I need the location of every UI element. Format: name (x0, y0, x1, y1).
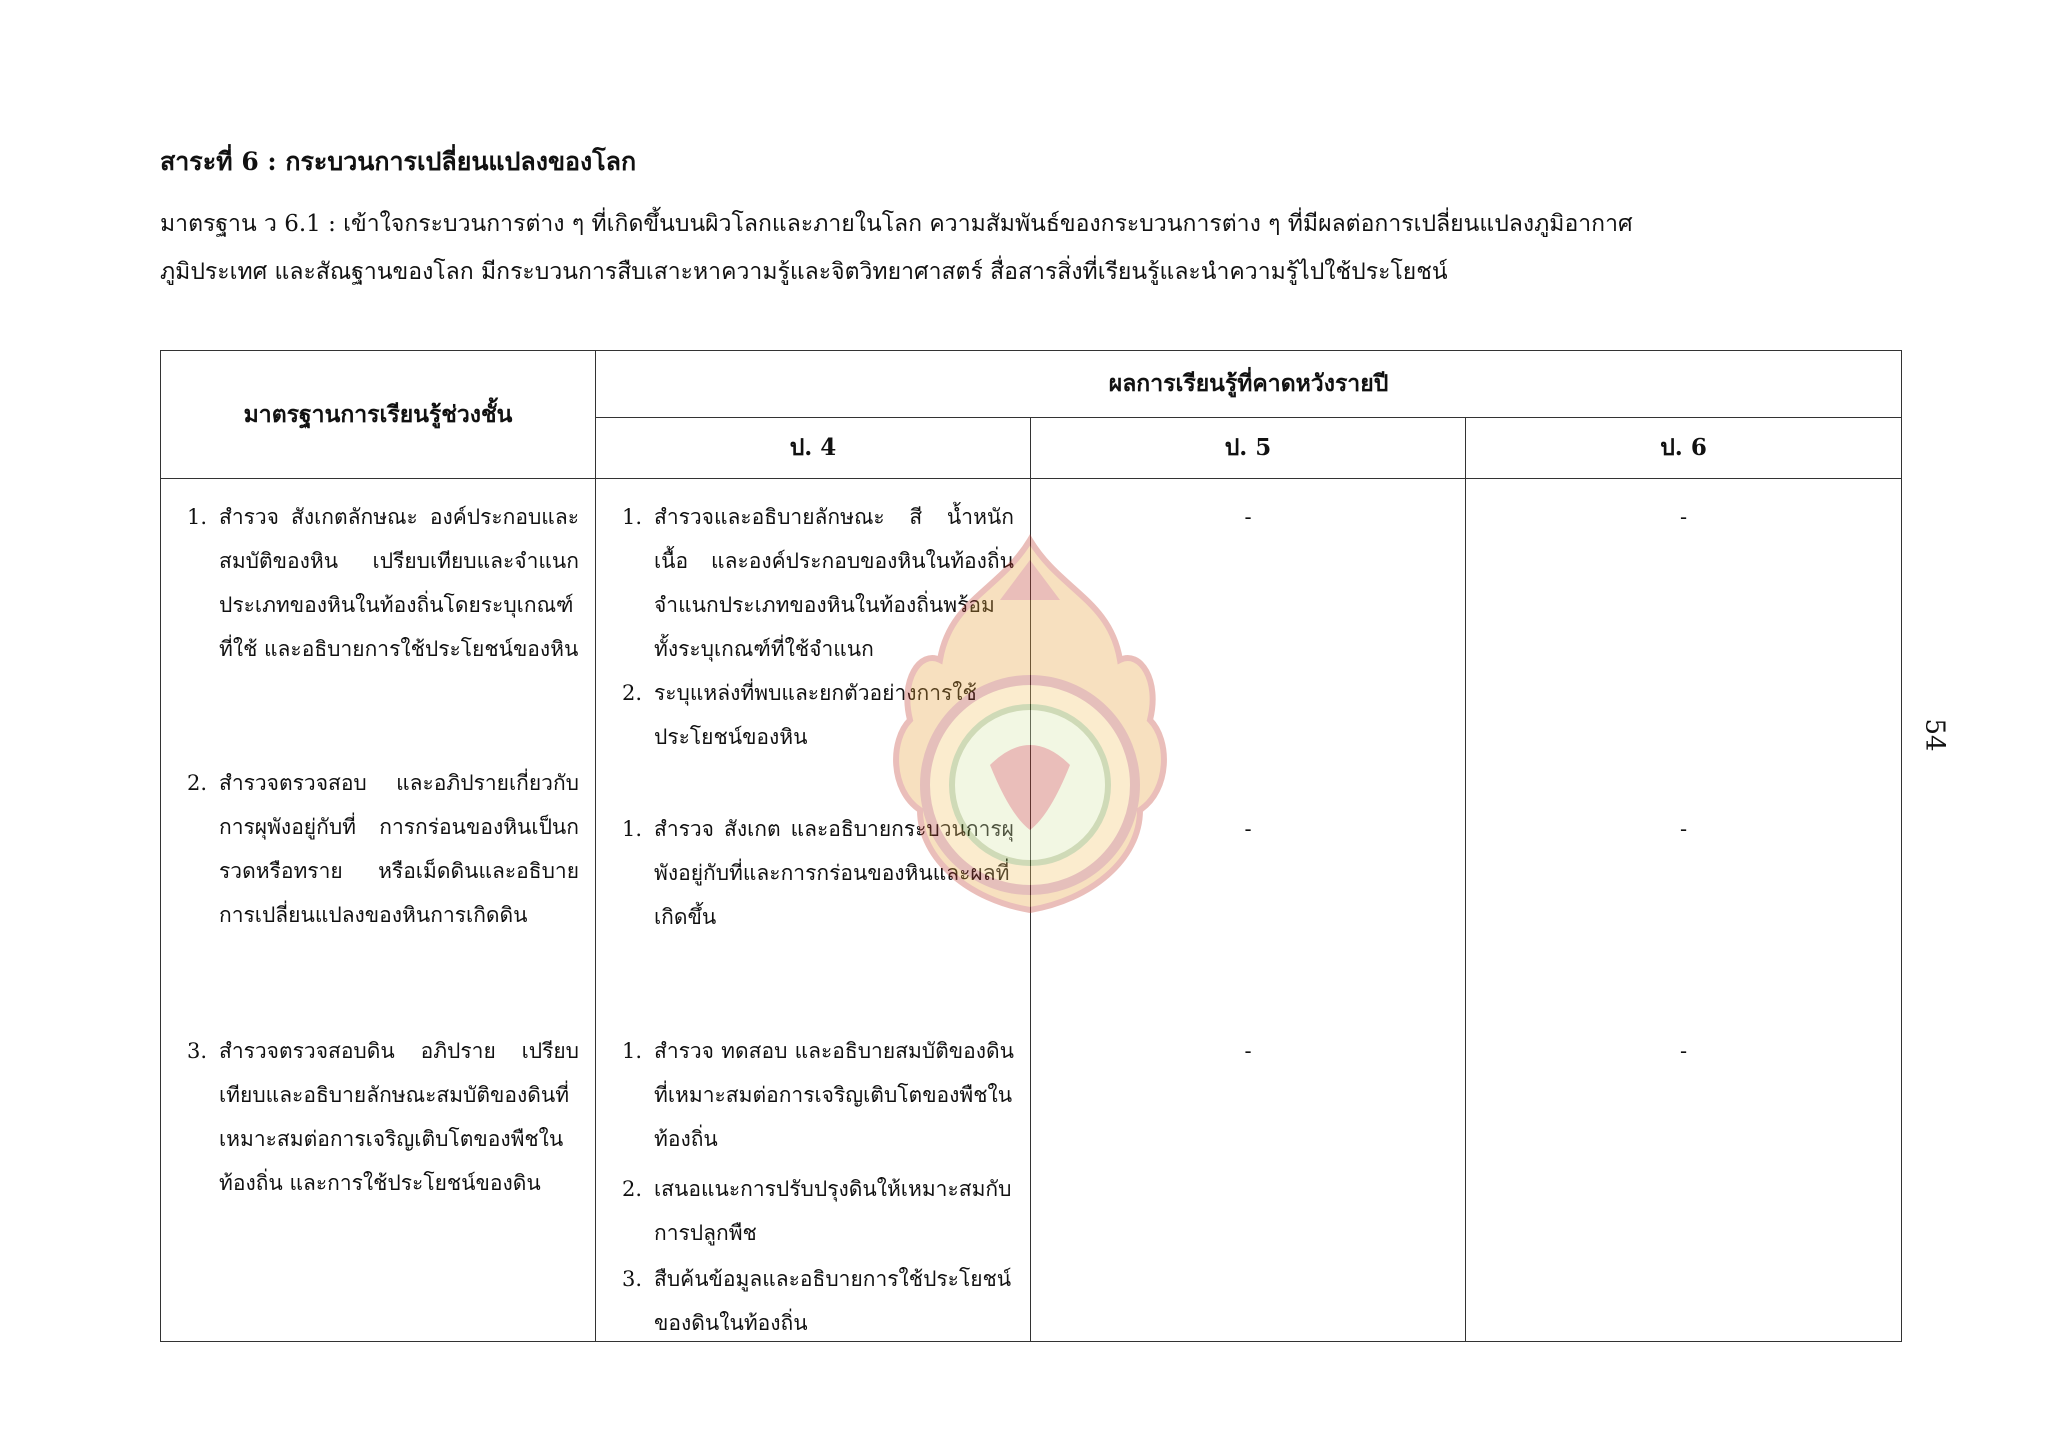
curriculum-table (160, 350, 1902, 1342)
empty-dash: - (1244, 817, 1252, 841)
outcome-item: 3. สืบค้นข้อมูลและอธิบายการใช้ประโยชน์ของดินในท้องถิ่น (622, 1267, 1012, 1335)
standard-statement (160, 200, 1900, 296)
header-grade-p6: ป. 6 (1466, 418, 1902, 479)
empty-dash: - (1244, 1039, 1252, 1063)
outcome-item: 1. สำรวจ สังเกต และอธิบายกระบวนการผุพังอยู่กับที่และการกร่อนของหินและผลที่เกิดขึ้น (622, 817, 1014, 929)
p5-outcomes-cell (1031, 479, 1466, 1342)
header-grade-p5: ป. 5 (1031, 418, 1466, 479)
header-standard: มาตรฐานการเรียนรู้ช่วงชั้น (161, 351, 596, 479)
outcome-item: 1. สำรวจและอธิบายลักษณะ สี น้ำหนัก เนื้อ และองค์ประกอบของหินในท้องถิ่นจำแนกประเภทของหินในท้องถิ่นพร้อมทั้งระบุเกณฑ์ที่ใช้จำแนก (622, 505, 1014, 661)
empty-dash: - (1244, 505, 1252, 529)
header-outcomes: ผลการเรียนรู้ที่คาดหวังรายปี (596, 351, 1902, 418)
standard-line-1: มาตรฐาน ว 6.1 : เข้าใจกระบวนการต่าง ๆ ที่เกิดขึ้นบนผิวโลกและภายในโลก ความสัมพันธ์ของกระบวนการต่าง ๆ ที่มีผลต่อการเปลี่ยนแปลงภูมิอากาศ (160, 211, 1633, 237)
p6-outcomes-cell (1466, 479, 1902, 1342)
empty-dash: - (1679, 505, 1688, 529)
p4-outcomes-cell (596, 479, 1031, 1342)
header-grade-p4: ป. 4 (596, 418, 1031, 479)
page-number: 54 (1919, 718, 1950, 752)
standards-cell (161, 479, 596, 1342)
empty-dash: - (1679, 1039, 1688, 1063)
outcome-item: 1. สำรวจ ทดสอบ และอธิบายสมบัติของดินที่เหมาะสมต่อการเจริญเติบโตของพืชในท้องถิ่น (622, 1039, 1014, 1151)
standard-item: 3. สำรวจตรวจสอบดิน อภิปราย เปรียบเทียบและอธิบายลักษณะสมบัติของดินที่เหมาะสมต่อการเจริญเติบโตของพืชในท้องถิ่น และการใช้ประโยชน์ของดิน (187, 1039, 579, 1195)
outcome-item: 2. เสนอแนะการปรับปรุงดินให้เหมาะสมกับการปลูกพืช (622, 1177, 1012, 1245)
empty-dash: - (1679, 817, 1688, 841)
standard-item: 2. สำรวจตรวจสอบ และอภิปรายเกี่ยวกับการผุพังอยู่กับที่ การกร่อนของหินเป็นกรวดหรือทราย หรือเม็ดดินและอธิบายการเปลี่ยนแปลงของหินการเกิดดิน (187, 771, 579, 927)
page-heading: สาระที่ 6 : กระบวนการเปลี่ยนแปลงของโลก (160, 147, 637, 176)
outcome-item: 2. ระบุแหล่งที่พบและยกตัวอย่างการใช้ประโยชน์ของหิน (622, 681, 977, 749)
standard-item: 1. สำรวจ สังเกตลักษณะ องค์ประกอบและสมบัติของหิน เปรียบเทียบและจำแนกประเภทของหินในท้องถิ่นโดยระบุเกณฑ์ที่ใช้ และอธิบายการใช้ประโยชน์ของหิน (187, 505, 579, 661)
standard-line-2: ภูมิประเทศ และสัณฐานของโลก มีกระบวนการสืบเสาะหาความรู้และจิตวิทยาศาสตร์ สื่อสารสิ่งที่เรียนรู้และนำความรู้ไปใช้ประโยชน์ (160, 259, 1448, 285)
